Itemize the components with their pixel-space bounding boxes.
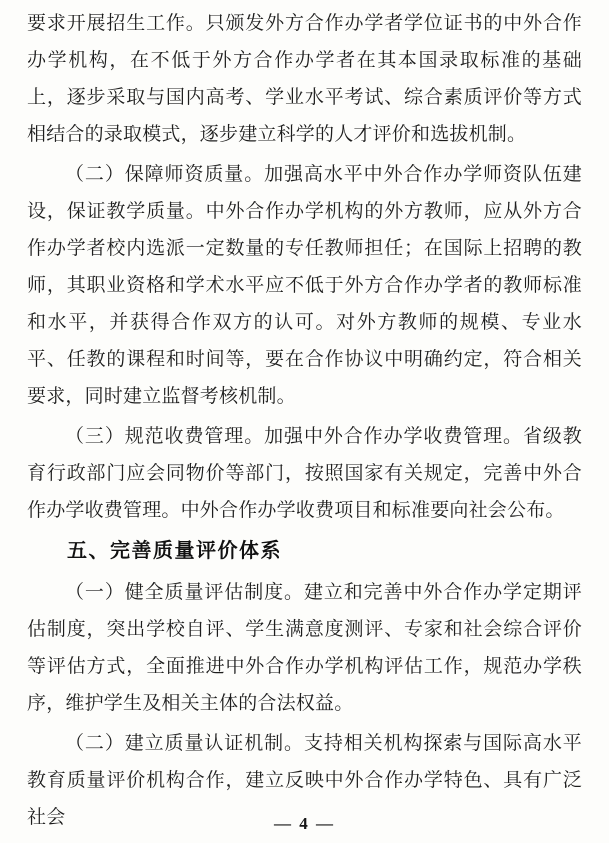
paragraph-continuation: 要求开展招生工作。只颁发外方合作办学者学位证书的中外合作办学机构，在不低于外方合作办学者在其本国录取标准的基础上，逐步采取与国内高考、学业水平考试、综合素质评价等方式相结合的录取模式，逐步建立科学的人才评价和选拔机制。	[27, 13, 582, 145]
page-number: — 4 —	[274, 814, 335, 833]
paragraph-section-1-assessment: （一）健全质量评估制度。建立和完善中外合作办学定期评估制度，突出学校自评、学生满意度测评、专家和社会综合评价等评估方式，全面推进中外合作办学机构评估工作，规范办学秩序，维护学生及相关主体的合法权益。	[27, 582, 582, 714]
paragraph-section-3-fees: （三）规范收费管理。加强中外合作办学收费管理。省级教育行政部门应会同物价等部门，按照国家有关规定，完善中外合作办学收费管理。中外合作办学收费项目和标准要向社会公布。	[27, 426, 582, 521]
paragraph-section-2-certification: （二）建立质量认证机制。支持相关机构探索与国际高水平教育质量评价机构合作，建立反映中外合作办学特色、具有广泛社会	[27, 733, 582, 828]
section-heading-quality-evaluation: 五、完善质量评价体系	[67, 540, 282, 562]
page-footer	[0, 814, 609, 834]
paragraph-section-2-teachers: （二）保障师资质量。加强高水平中外合作办学师资队伍建设，保证教学质量。中外合作办学机构的外方教师，应从外方合作办学者校内选派一定数量的专任教师担任；在国际上招聘的教师，其职业资格和学术水平应不低于外方合作办学者的教师标准和水平，并获得合作双方的认可。对外方教师的规模、专业水平、任教的课程和时间等，要在合作协议中明确约定，符合相关要求，同时建立监督考核机制。	[27, 164, 582, 407]
